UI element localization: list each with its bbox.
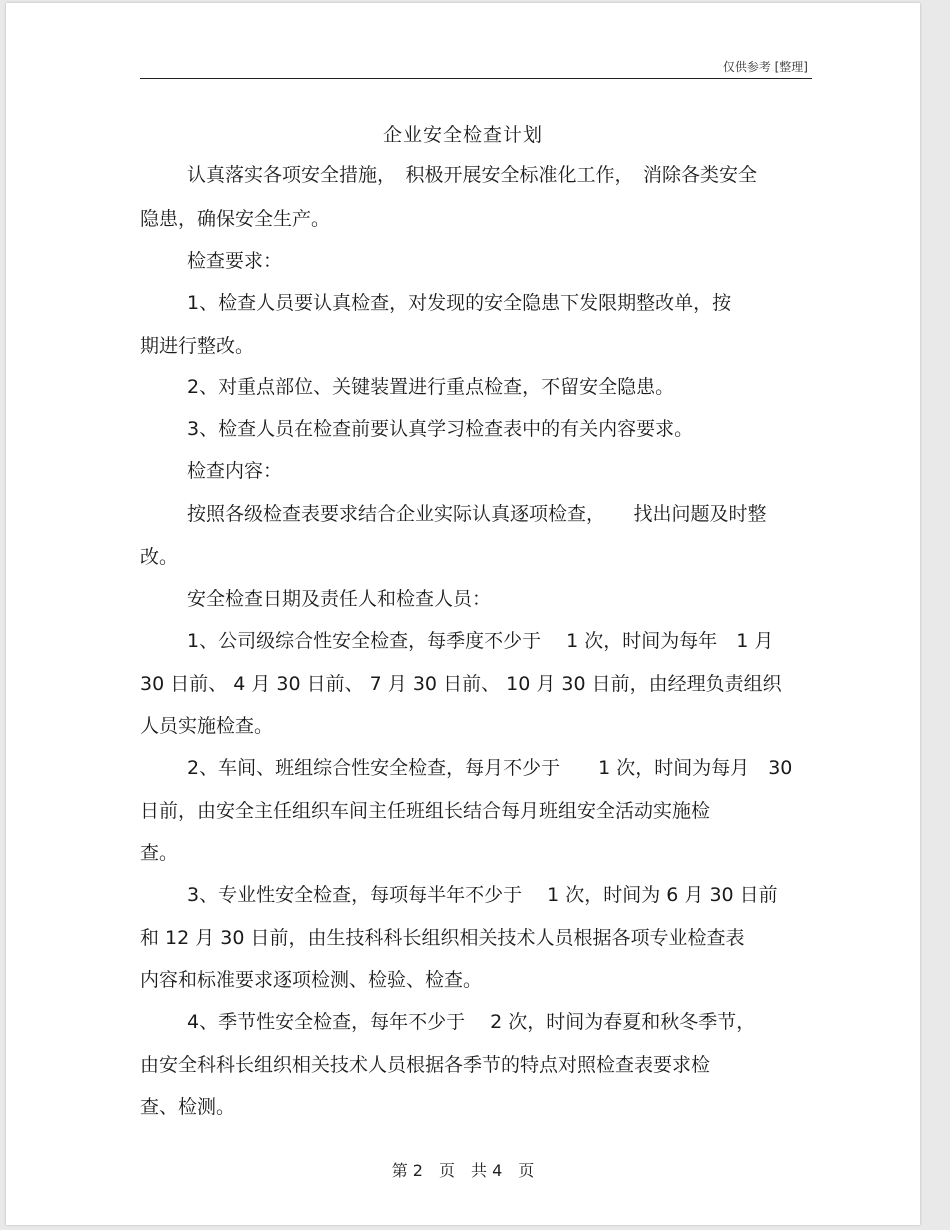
- document-title: 企业安全检查计划: [382, 124, 543, 146]
- list-item-line: 1、检查人员要认真检查，对发现的安全隐患下发限期整改单，按: [187, 292, 732, 314]
- list-item-line: 3、专业性安全检查，每项每半年不少于 1 次，时间为 6 月 30 日前: [187, 884, 778, 906]
- paragraph-line: 按照各级检查表要求结合企业实际认真逐项检查， 找出问题及时整: [187, 503, 767, 525]
- header-rule: [140, 78, 812, 79]
- list-item-line: 查。: [140, 842, 179, 864]
- list-item-line: 查、检测。: [140, 1096, 236, 1118]
- paragraph-line: 认真落实各项安全措施， 积极开展安全标准化工作， 消除各类安全: [187, 164, 758, 186]
- list-item-line: 日前，由安全主任组织车间主任班组长结合每月班组安全活动实施检: [140, 800, 711, 822]
- list-item-line: 期进行整改。: [140, 335, 255, 357]
- list-item-line: 人员实施检查。: [140, 715, 274, 737]
- header-note: 仅供参考 [整理]: [722, 60, 808, 74]
- list-item-line: 3、检查人员在检查前要认真学习检查表中的有关内容要求。: [187, 418, 694, 440]
- list-item-line: 1、公司级综合性安全检查，每季度不少于 1 次，时间为每年 1 月: [187, 630, 774, 652]
- list-item-line: 2、车间、班组综合性安全检查，每月不少于 1 次，时间为每月 30: [187, 757, 793, 779]
- list-item-line: 由安全科科长组织相关技术人员根据各季节的特点对照检查表要求检: [140, 1054, 711, 1076]
- list-item-line: 内容和标准要求逐项检测、检验、检查。: [140, 969, 483, 991]
- paragraph-line: 改。: [140, 546, 179, 568]
- section-heading-content: 检查内容：: [187, 460, 283, 482]
- list-item-line: 30 日前、 4 月 30 日前、 7 月 30 日前、 10 月 30 日前，由经理负责组织: [140, 673, 782, 695]
- list-item-line: 和 12 月 30 日前，由生技科科长组织相关技术人员根据各项专业检查表: [140, 927, 745, 949]
- paragraph-line: 隐患，确保安全生产。: [140, 208, 331, 230]
- page-footer: 第 2 页 共 4 页: [391, 1161, 535, 1180]
- section-heading-schedule: 安全检查日期及责任人和检查人员：: [187, 588, 492, 610]
- document-page: [6, 3, 920, 1225]
- list-item-line: 2、对重点部位、关键装置进行重点检查，不留安全隐患。: [187, 376, 675, 398]
- section-heading-requirements: 检查要求：: [187, 250, 283, 272]
- list-item-line: 4、季节性安全检查，每年不少于 2 次，时间为春夏和秋冬季节，: [187, 1011, 756, 1033]
